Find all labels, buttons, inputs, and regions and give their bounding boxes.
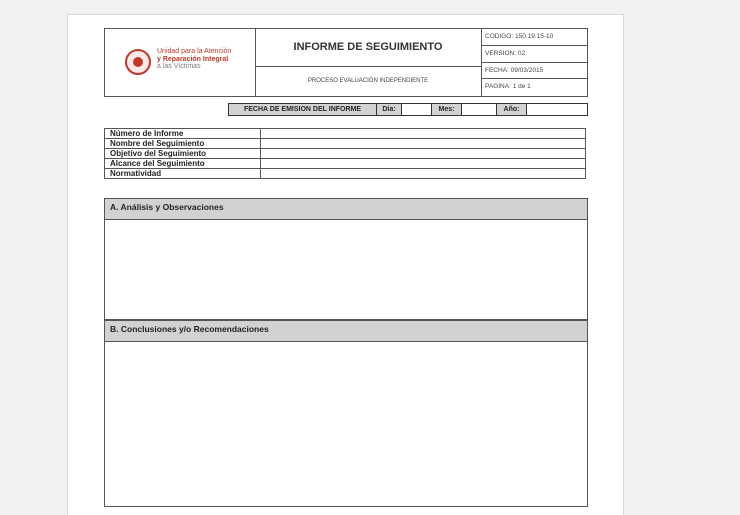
- section-conclusiones-body[interactable]: [105, 342, 587, 506]
- logo-line-1: Unidad para la Atención: [157, 48, 232, 55]
- logo-text: [157, 48, 231, 71]
- dia-field[interactable]: [402, 104, 432, 115]
- meta-codigo: CODIGO: 150.19.15-10: [482, 29, 587, 46]
- row-value-field[interactable]: [261, 159, 586, 169]
- row-value-field[interactable]: [261, 129, 586, 139]
- row-value-field[interactable]: [261, 169, 586, 179]
- row-value-field[interactable]: [261, 149, 586, 159]
- table-row: [105, 169, 586, 179]
- fecha-emision-label: FECHA DE EMISION DEL INFORME: [229, 104, 377, 115]
- meta-fecha: FECHA: 09/03/2015: [482, 63, 587, 80]
- table-row: [105, 139, 586, 149]
- section-conclusiones: [104, 320, 588, 507]
- document-page: [67, 14, 624, 515]
- mes-field[interactable]: [462, 104, 497, 115]
- logo-seal-icon: [125, 49, 151, 75]
- meta-cell: [482, 29, 587, 96]
- mes-label: Mes:: [432, 104, 462, 115]
- table-row: [105, 129, 586, 139]
- logo-cell: [105, 29, 256, 96]
- row-label: Objetivo del Seguimiento: [105, 149, 261, 159]
- anio-label: Año:: [497, 104, 527, 115]
- row-label: Alcance del Seguimiento: [105, 159, 261, 169]
- row-label: Número de Informe: [105, 129, 261, 139]
- fecha-emision-bar: [228, 103, 588, 116]
- anio-field[interactable]: [527, 104, 585, 115]
- document-header: [104, 28, 588, 97]
- section-analisis-body[interactable]: [105, 220, 587, 319]
- dia-label: Día:: [377, 104, 402, 115]
- document-subtitle: PROCESO EVALUACIÓN INDEPENDIENTE: [307, 78, 429, 84]
- row-label: Normatividad: [105, 169, 261, 179]
- section-analisis-heading: A. Análisis y Observaciones: [105, 199, 587, 220]
- row-label: Nombre del Seguimiento: [105, 139, 261, 149]
- document-title: INFORME DE SEGUIMIENTO: [255, 29, 481, 67]
- table-row: [105, 159, 586, 169]
- logo-line-3: a las Víctimas: [157, 63, 201, 70]
- title-cell: [255, 29, 482, 96]
- table-row: [105, 149, 586, 159]
- meta-version: VERSION: 02: [482, 46, 587, 63]
- section-conclusiones-heading: B. Conclusiones y/o Recomendaciones: [105, 321, 587, 342]
- info-table: [104, 128, 586, 179]
- logo-line-2: y Reparación Integral: [157, 55, 229, 63]
- meta-pagina: PAGINA: 1 de 1: [485, 83, 531, 91]
- section-analisis: [104, 198, 588, 320]
- row-value-field[interactable]: [261, 139, 586, 149]
